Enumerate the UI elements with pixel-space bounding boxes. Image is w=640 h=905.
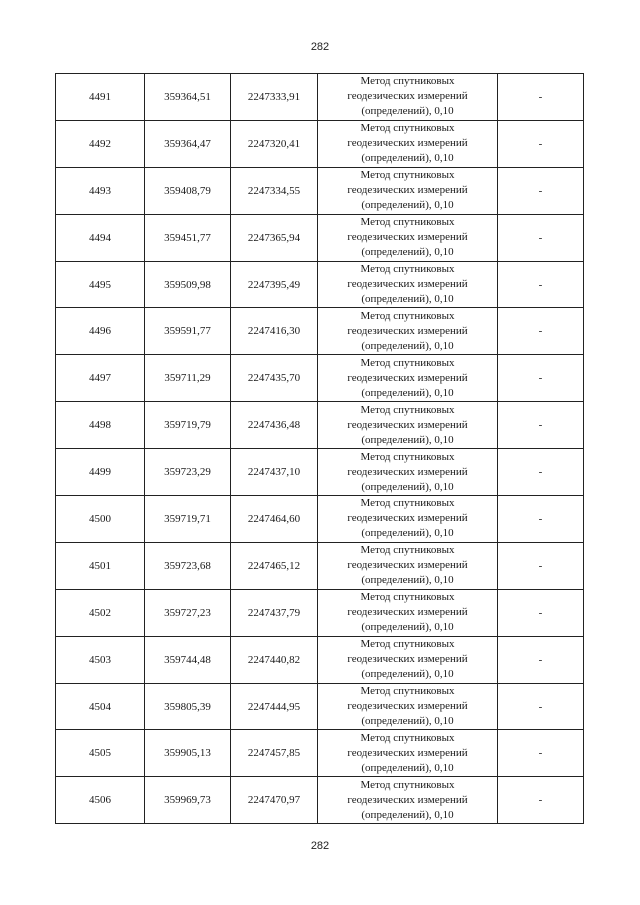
point-number-cell: 4506 xyxy=(56,777,145,824)
table-row xyxy=(56,636,584,683)
method-cell xyxy=(318,777,498,824)
x-coordinate-cell: 359805,39 xyxy=(145,683,231,730)
table-row xyxy=(56,261,584,308)
method-text-line: (определений), 0,10 xyxy=(361,668,454,681)
method-text-line: (определений), 0,10 xyxy=(361,152,454,165)
x-coordinate-cell: 359744,48 xyxy=(145,636,231,683)
method-cell xyxy=(318,636,498,683)
method-text-line: (определений), 0,10 xyxy=(361,339,454,352)
extra-cell: - xyxy=(498,542,584,589)
point-number-cell: 4502 xyxy=(56,589,145,636)
x-coordinate-cell: 359711,29 xyxy=(145,355,231,402)
method-text-line: геодезических измерений xyxy=(347,371,468,384)
method-text-line: (определений), 0,10 xyxy=(361,715,454,728)
y-coordinate-cell: 2247395,49 xyxy=(231,261,318,308)
x-coordinate-cell: 359451,77 xyxy=(145,214,231,261)
x-coordinate-cell: 359591,77 xyxy=(145,308,231,355)
method-text-line: Метод спутниковых xyxy=(360,122,455,135)
y-coordinate-cell: 2247436,48 xyxy=(231,402,318,449)
table-row xyxy=(56,355,584,402)
method-text-line: Метод спутниковых xyxy=(360,169,455,182)
x-coordinate-cell: 359719,79 xyxy=(145,402,231,449)
point-number-cell: 4501 xyxy=(56,542,145,589)
method-text-line: Метод спутниковых xyxy=(360,591,455,604)
y-coordinate-cell: 2247437,10 xyxy=(231,449,318,496)
extra-cell: - xyxy=(498,167,584,214)
point-number-cell: 4500 xyxy=(56,496,145,543)
method-text-line: (определений), 0,10 xyxy=(361,246,454,259)
x-coordinate-cell: 359723,68 xyxy=(145,542,231,589)
point-number-cell: 4491 xyxy=(56,74,145,121)
method-text-line: (определений), 0,10 xyxy=(361,808,454,821)
x-coordinate-cell: 359408,79 xyxy=(145,167,231,214)
table-row xyxy=(56,730,584,777)
extra-cell: - xyxy=(498,636,584,683)
table-row xyxy=(56,449,584,496)
table-row xyxy=(56,120,584,167)
extra-cell: - xyxy=(498,683,584,730)
x-coordinate-cell: 359969,73 xyxy=(145,777,231,824)
method-text-line: геодезических измерений xyxy=(347,746,468,759)
x-coordinate-cell: 359723,29 xyxy=(145,449,231,496)
method-text-line: Метод спутниковых xyxy=(360,731,455,744)
method-cell xyxy=(318,355,498,402)
extra-cell: - xyxy=(498,120,584,167)
method-cell xyxy=(318,589,498,636)
table-row xyxy=(56,496,584,543)
point-number-cell: 4495 xyxy=(56,261,145,308)
table-row xyxy=(56,214,584,261)
y-coordinate-cell: 2247333,91 xyxy=(231,74,318,121)
point-number-cell: 4499 xyxy=(56,449,145,496)
table-row xyxy=(56,683,584,730)
page-number-top: 282 xyxy=(310,41,330,53)
method-cell xyxy=(318,402,498,449)
method-cell xyxy=(318,496,498,543)
extra-cell: - xyxy=(498,355,584,402)
method-text-line: (определений), 0,10 xyxy=(361,621,454,634)
method-text-line: Метод спутниковых xyxy=(360,263,455,275)
point-number-cell: 4493 xyxy=(56,167,145,214)
method-cell xyxy=(318,214,498,261)
extra-cell: - xyxy=(498,777,584,824)
method-text-line: геодезических измерений xyxy=(347,559,468,572)
coordinates-table-body xyxy=(56,74,584,824)
x-coordinate-cell: 359905,13 xyxy=(145,730,231,777)
method-text-line: геодезических измерений xyxy=(347,278,468,290)
method-cell xyxy=(318,542,498,589)
y-coordinate-cell: 2247416,30 xyxy=(231,308,318,355)
method-text-line: геодезических измерений xyxy=(347,465,468,478)
method-text-line: Метод спутниковых xyxy=(360,638,455,651)
method-text-line: геодезических измерений xyxy=(347,793,468,806)
table-row xyxy=(56,589,584,636)
method-text-line: (определений), 0,10 xyxy=(361,761,454,774)
method-cell xyxy=(318,167,498,214)
method-text-line: (определений), 0,10 xyxy=(361,293,454,305)
y-coordinate-cell: 2247437,79 xyxy=(231,589,318,636)
page-number-bottom: 282 xyxy=(310,840,330,852)
table-row xyxy=(56,402,584,449)
table-row xyxy=(56,74,584,121)
y-coordinate-cell: 2247334,55 xyxy=(231,167,318,214)
method-text-line: (определений), 0,10 xyxy=(361,199,454,212)
extra-cell: - xyxy=(498,402,584,449)
point-number-cell: 4492 xyxy=(56,120,145,167)
method-cell xyxy=(318,730,498,777)
y-coordinate-cell: 2247435,70 xyxy=(231,355,318,402)
point-number-cell: 4494 xyxy=(56,214,145,261)
method-text-line: Метод спутниковых xyxy=(360,778,455,791)
table-row xyxy=(56,308,584,355)
method-cell xyxy=(318,449,498,496)
method-cell xyxy=(318,74,498,121)
y-coordinate-cell: 2247320,41 xyxy=(231,120,318,167)
y-coordinate-cell: 2247365,94 xyxy=(231,214,318,261)
point-number-cell: 4505 xyxy=(56,730,145,777)
x-coordinate-cell: 359727,23 xyxy=(145,589,231,636)
y-coordinate-cell: 2247464,60 xyxy=(231,496,318,543)
x-coordinate-cell: 359364,51 xyxy=(145,74,231,121)
extra-cell: - xyxy=(498,214,584,261)
method-text-line: (определений), 0,10 xyxy=(361,527,454,540)
method-text-line: геодезических измерений xyxy=(347,137,468,150)
method-text-line: Метод спутниковых xyxy=(360,544,455,557)
extra-cell: - xyxy=(498,730,584,777)
method-text-line: геодезических измерений xyxy=(347,184,468,197)
x-coordinate-cell: 359364,47 xyxy=(145,120,231,167)
extra-cell: - xyxy=(498,449,584,496)
extra-cell: - xyxy=(498,496,584,543)
method-text-line: Метод спутниковых xyxy=(360,497,455,510)
coordinates-table xyxy=(55,73,584,824)
y-coordinate-cell: 2247465,12 xyxy=(231,542,318,589)
method-text-line: (определений), 0,10 xyxy=(361,433,454,446)
table-row xyxy=(56,167,584,214)
point-number-cell: 4498 xyxy=(56,402,145,449)
method-text-line: Метод спутниковых xyxy=(360,685,455,698)
extra-cell: - xyxy=(498,589,584,636)
method-text-line: геодезических измерений xyxy=(347,653,468,666)
method-text-line: Метод спутниковых xyxy=(360,75,455,88)
extra-cell: - xyxy=(498,261,584,308)
table-row xyxy=(56,542,584,589)
method-cell xyxy=(318,261,498,308)
extra-cell: - xyxy=(498,74,584,121)
table-row xyxy=(56,777,584,824)
method-text-line: геодезических измерений xyxy=(347,700,468,713)
method-cell xyxy=(318,120,498,167)
method-text-line: геодезических измерений xyxy=(347,512,468,525)
extra-cell: - xyxy=(498,308,584,355)
method-text-line: Метод спутниковых xyxy=(360,356,455,369)
method-text-line: Метод спутниковых xyxy=(360,216,455,229)
y-coordinate-cell: 2247470,97 xyxy=(231,777,318,824)
x-coordinate-cell: 359719,71 xyxy=(145,496,231,543)
method-text-line: (определений), 0,10 xyxy=(361,386,454,399)
method-text-line: Метод спутниковых xyxy=(360,309,455,322)
method-cell xyxy=(318,308,498,355)
method-text-line: (определений), 0,10 xyxy=(361,574,454,587)
method-text-line: геодезических измерений xyxy=(347,231,468,244)
method-text-line: геодезических измерений xyxy=(347,418,468,431)
method-cell xyxy=(318,683,498,730)
y-coordinate-cell: 2247444,95 xyxy=(231,683,318,730)
method-text-line: (определений), 0,10 xyxy=(361,480,454,493)
x-coordinate-cell: 359509,98 xyxy=(145,261,231,308)
method-text-line: геодезических измерений xyxy=(347,606,468,619)
method-text-line: Метод спутниковых xyxy=(360,403,455,416)
point-number-cell: 4497 xyxy=(56,355,145,402)
point-number-cell: 4504 xyxy=(56,683,145,730)
method-text-line: Метод спутниковых xyxy=(360,450,455,463)
y-coordinate-cell: 2247457,85 xyxy=(231,730,318,777)
point-number-cell: 4503 xyxy=(56,636,145,683)
method-text-line: (определений), 0,10 xyxy=(361,105,454,118)
method-text-line: геодезических измерений xyxy=(347,324,468,337)
point-number-cell: 4496 xyxy=(56,308,145,355)
y-coordinate-cell: 2247440,82 xyxy=(231,636,318,683)
method-text-line: геодезических измерений xyxy=(347,90,468,103)
